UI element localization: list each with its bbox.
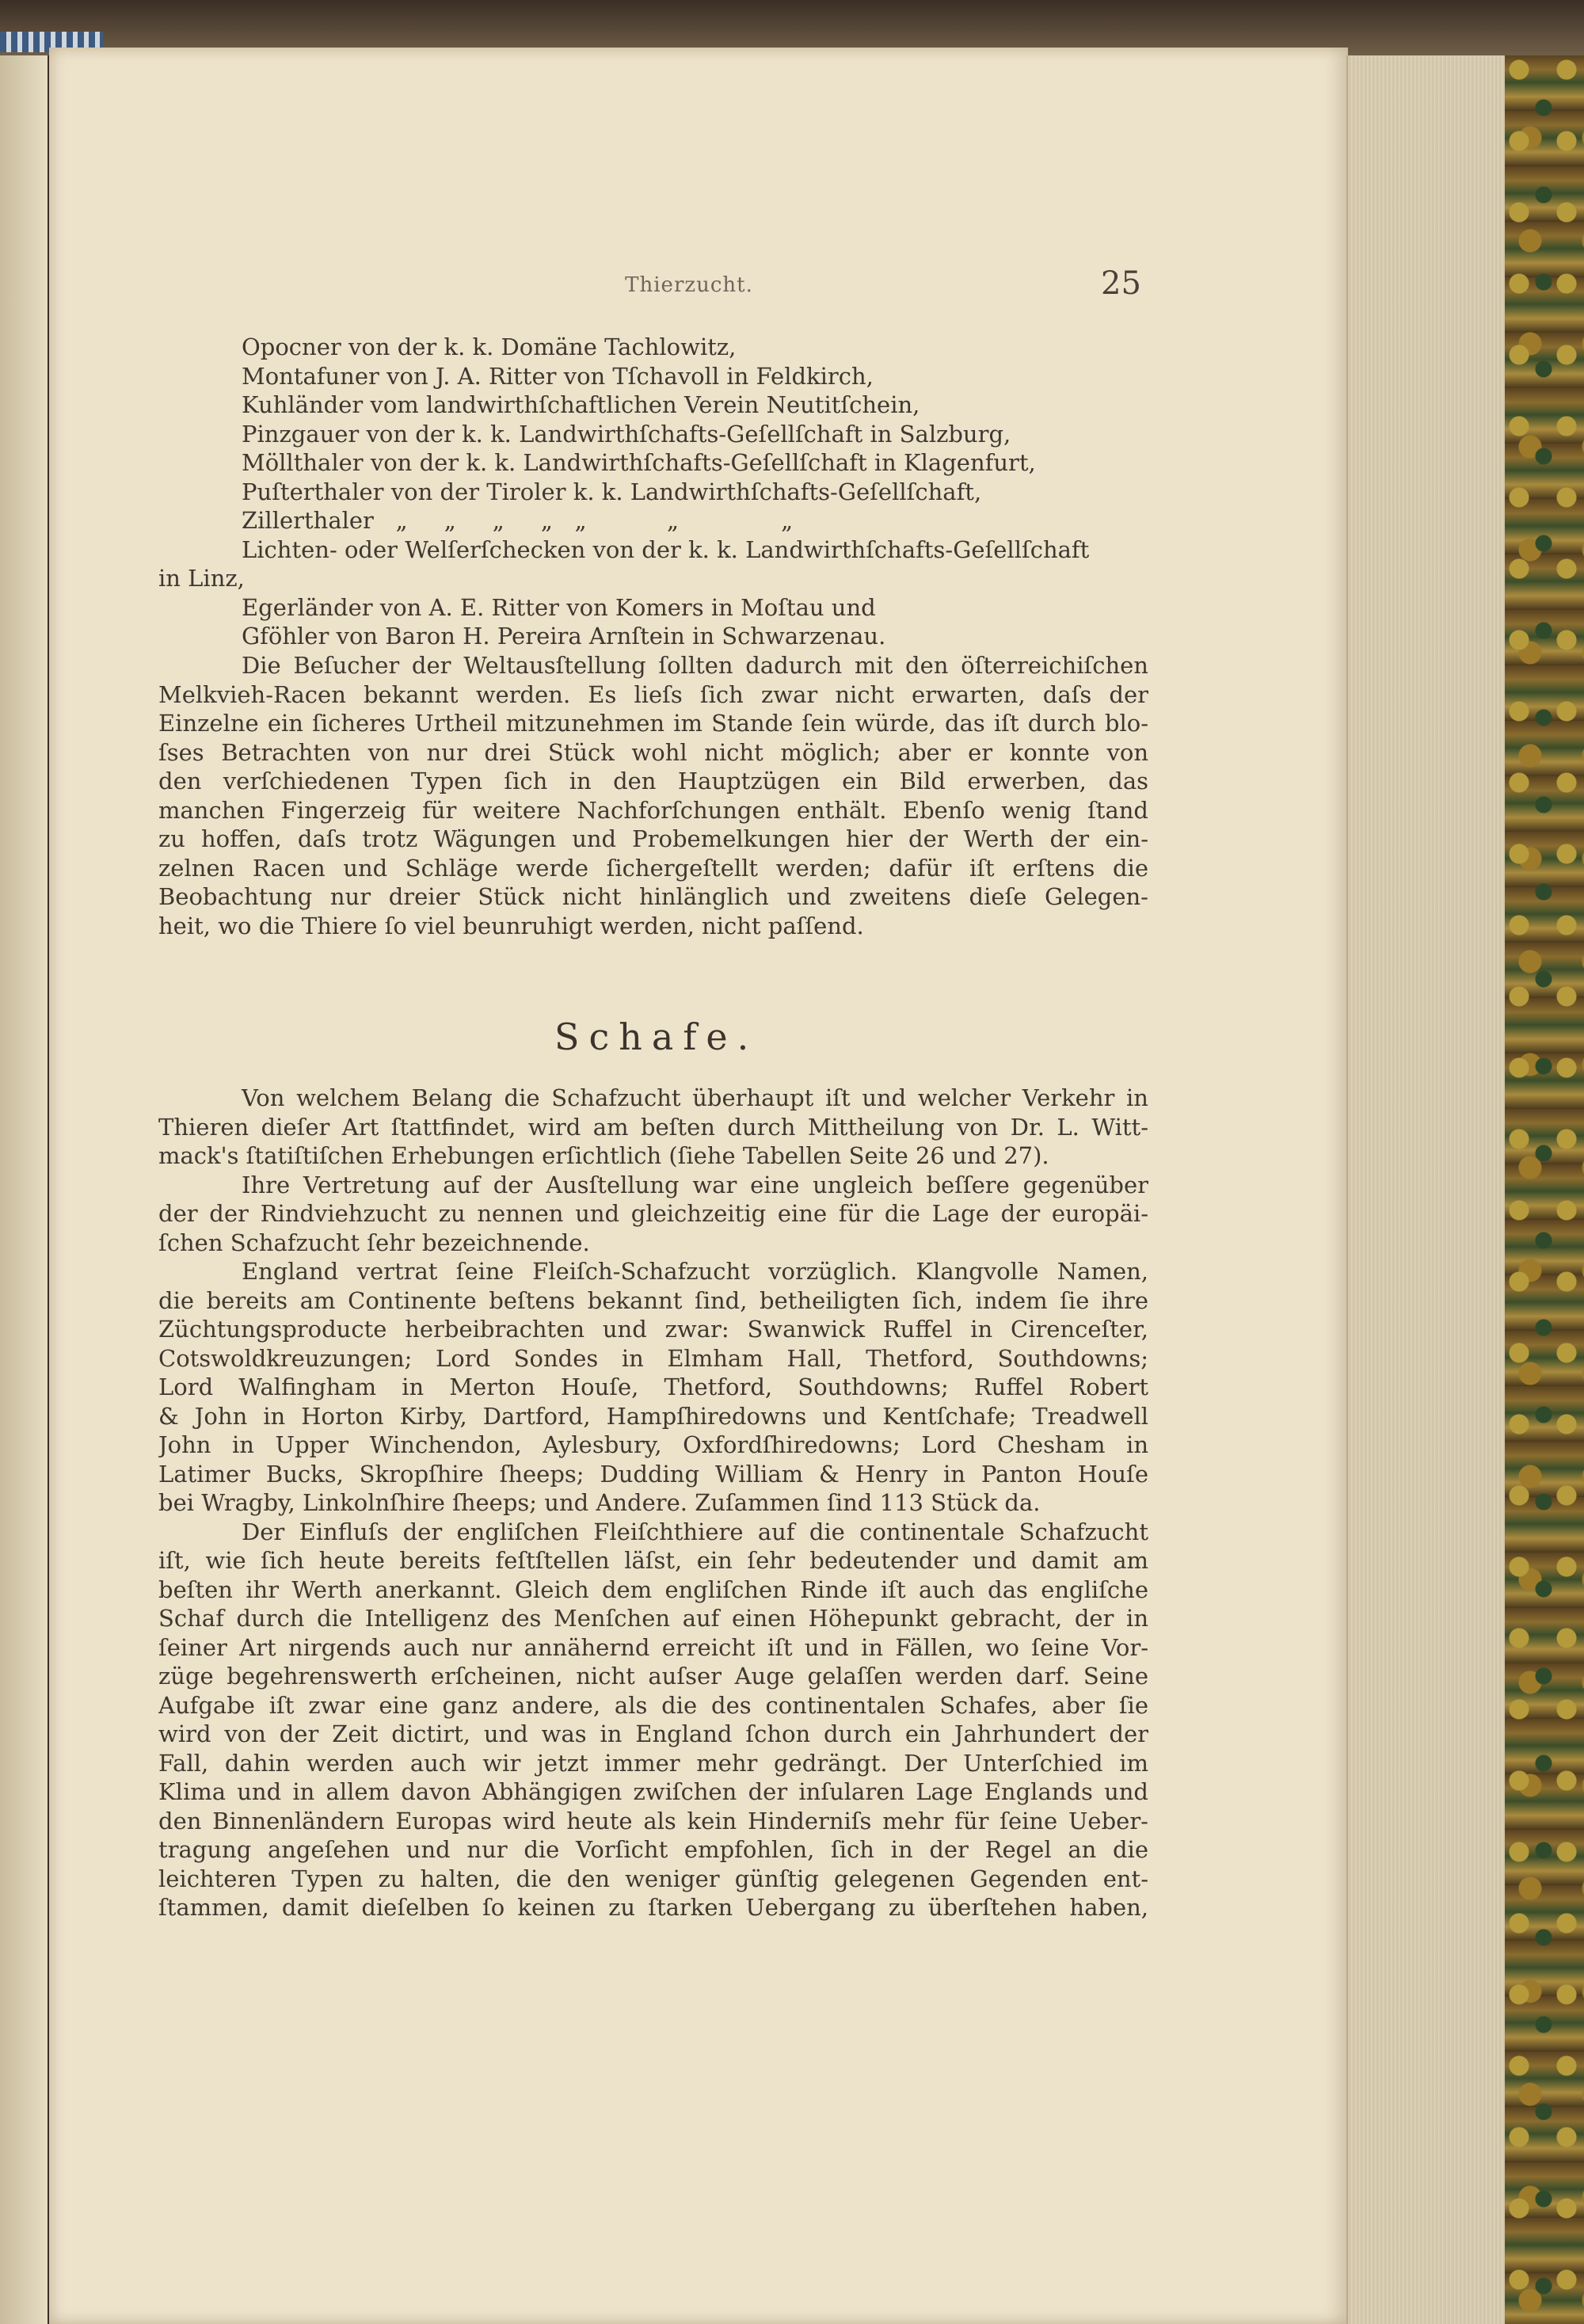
text-line: Latimer Bucks, Skropſhire ſheeps; Dudding William & Henry in Panton Houſe [158,1460,1148,1488]
list-line: in Linz, [158,565,245,592]
text-line: ſeiner Art nirgends auch nur annähernd erreicht iſt und in Fällen, wo ſeine Vor- [158,1633,1148,1661]
list-line: Kuhländer vom landwirthſchaftlichen Verein Neutitſchein, [242,391,920,418]
text-line: Klima und in allem davon Abhängigen zwiſchen der inſularen Lage Englands und [158,1778,1148,1805]
text-line: beſten ihr Werth anerkannt. Gleich dem engliſchen Rinde iſt auch das engliſche [158,1575,1148,1603]
list-line: Pinzgauer von der k. k. Landwirthſchafts-Geſellſchaft in Salzburg, [242,420,1011,448]
text-line: wird von der Zeit dictirt, und was in England ſchon durch ein Jahrhundert der [158,1720,1148,1747]
text-line: ſtammen, damit dieſelben ſo keinen zu ſtarken Uebergang zu überſtehen haben, [158,1894,1148,1921]
page-number: 25 [1101,265,1141,302]
text-line: Einzelne ein ſicheres Urtheil mitzunehmen im Stande ſein würde, das iſt durch blo- [158,710,1148,737]
text-line: England vertrat ſeine Fleiſch-Schafzucht vorzüglich. Klangvolle Namen, [242,1258,1148,1285]
paragraph-sheep [158,1084,1148,1922]
text-line: Beobachtung nur dreier Stück nicht hinlänglich und zweitens dieſe Gelegen- [158,883,1148,910]
text-line: zelnen Racen und Schläge werde ſichergeſtellt werden; dafür iſt erſtens die [158,854,1148,882]
text-line: den Binnenländern Europas wird heute als kein Hinderniſs mehr für ſeine Ueber- [158,1807,1148,1834]
text-line: Züchtungsproducte herbeibrachten und zwar: Swanwick Ruffel in Cirenceſter, [158,1316,1148,1343]
left-page-edge [0,55,48,2324]
text-line: der der Rindviehzucht zu nennen und gleichzeitig eine für die Lage der europäi- [158,1200,1148,1227]
text-line: Fall, dahin werden auch wir jetzt immer mehr gedrängt. Der Unterſchied im [158,1749,1148,1777]
list-line: Opocner von der k. k. Domäne Tachlowitz, [242,333,737,360]
text-line: zu hoffen, daſs trotz Wägungen und Probemelkungen hier der Werth der ein- [158,825,1148,852]
marbled-cover [1505,55,1584,2324]
list-line: Gföhler von Baron H. Pereira Arnſtein in Schwarzenau. [242,623,886,650]
text-line: Ihre Vertretung auf der Ausſtellung war eine ungleich beſſere gegenüber [242,1171,1148,1198]
running-title: Thierzucht. [625,273,753,297]
list-line: Puſterthaler von der Tiroler k. k. Landwirthſchafts-Geſellſchaft, [242,478,982,505]
list-line: Egerländer von A. E. Ritter von Komers in Moſtau und [242,593,876,621]
text-line: Melkvieh-Racen bekannt werden. Es lieſs ſich zwar nicht erwarten, daſs der [158,680,1148,708]
text-line: züge begehrenswerth erſcheinen, nicht auſser Auge gelaſſen werden darf. Seine [158,1663,1148,1690]
text-line: die bereits am Continente beſtens bekannt ſind, betheiligten ſich, indem ſie ihre [158,1286,1148,1314]
text-line: bei Wragby, Linkolnſhire ſheeps; und Andere. Zuſammen ſind 113 Stück da. [158,1489,1041,1516]
text-line: Von welchem Belang die Schafzucht überhaupt iſt und welcher Verkehr in [242,1084,1148,1111]
paragraph-visitors [158,651,1148,940]
text-line: Schaf durch die Intelligenz des Menſchen auf einen Höhepunkt gebracht, der in [158,1605,1148,1632]
text-line: Der Einfluſs der engliſchen Fleiſchthiere auf die continentale Schafzucht [242,1518,1148,1545]
list-line: Montafuner von J. A. Ritter von Tſchavoll in Feldkirch, [242,362,874,390]
text-line: ſses Betrachten von nur drei Stück wohl nicht möglich; aber er konnte von [158,738,1148,766]
text-line: manchen Fingerzeig für weitere Nachforſchungen enthält. Ebenſo wenig ſtand [158,796,1148,824]
list-line: Lichten- oder Welſerſchecken von der k. k. Landwirthſchafts-Geſellſchaft [242,535,1090,563]
text-line: Thieren dieſer Art ſtattfindet, wird am beſten durch Mittheilung von Dr. L. Witt- [158,1113,1148,1141]
list-line: Möllthaler von der k. k. Landwirthſchafts-Geſellſchaft in Klagenfurt, [242,449,1036,476]
text-line: ſchen Schafzucht ſehr bezeichnende. [158,1229,590,1256]
text-line: leichteren Typen zu halten, die den weniger günſtig gelegenen Gegenden ent- [158,1865,1148,1892]
page-stack-edge [1346,55,1506,2324]
text-line: tragung angeſehen und nur die Vorſicht empfohlen, ſich in der Regel an die [158,1836,1148,1863]
text-line: Cotswoldkreuzungen; Lord Sondes in Elmham Hall, Thetford, Southdowns; [158,1344,1148,1372]
text-line: iſt, wie ſich heute bereits feſtſtellen läſst, ein ſehr bedeutender und damit am [158,1547,1148,1574]
text-line: & John in Horton Kirby, Dartford, Hampſhiredowns und Kentſchafe; Treadwell [158,1402,1148,1430]
text-line: John in Upper Winchendon, Aylesbury, Oxfordſhiredowns; Lord Chesham in [158,1431,1148,1458]
section-heading: Schafe. [554,1015,759,1058]
list-line: Zillerthaler „ „ „ „ „ „ „ [242,507,794,534]
text-line: heit, wo die Thiere ſo viel beunruhigt werden, nicht paſſend. [158,912,864,939]
text-line: mack's ſtatiſtiſchen Erhebungen erſichtlich (ſiehe Tabellen Seite 26 und 27). [158,1142,1049,1169]
text-line: Die Beſucher der Weltausſtellung ſollten dadurch mit den öſterreichiſchen [242,652,1148,679]
text-line: den verſchiedenen Typen ſich in den Hauptzügen ein Bild erwerben, das [158,768,1148,794]
text-line: Lord Walfingham in Merton Houſe, Thetford, Southdowns; Ruffel Robert [158,1373,1148,1400]
breed-list [158,333,1148,651]
text-line: Aufgabe iſt zwar eine ganz andere, als die des continentalen Schafes, aber ſie [158,1691,1148,1719]
